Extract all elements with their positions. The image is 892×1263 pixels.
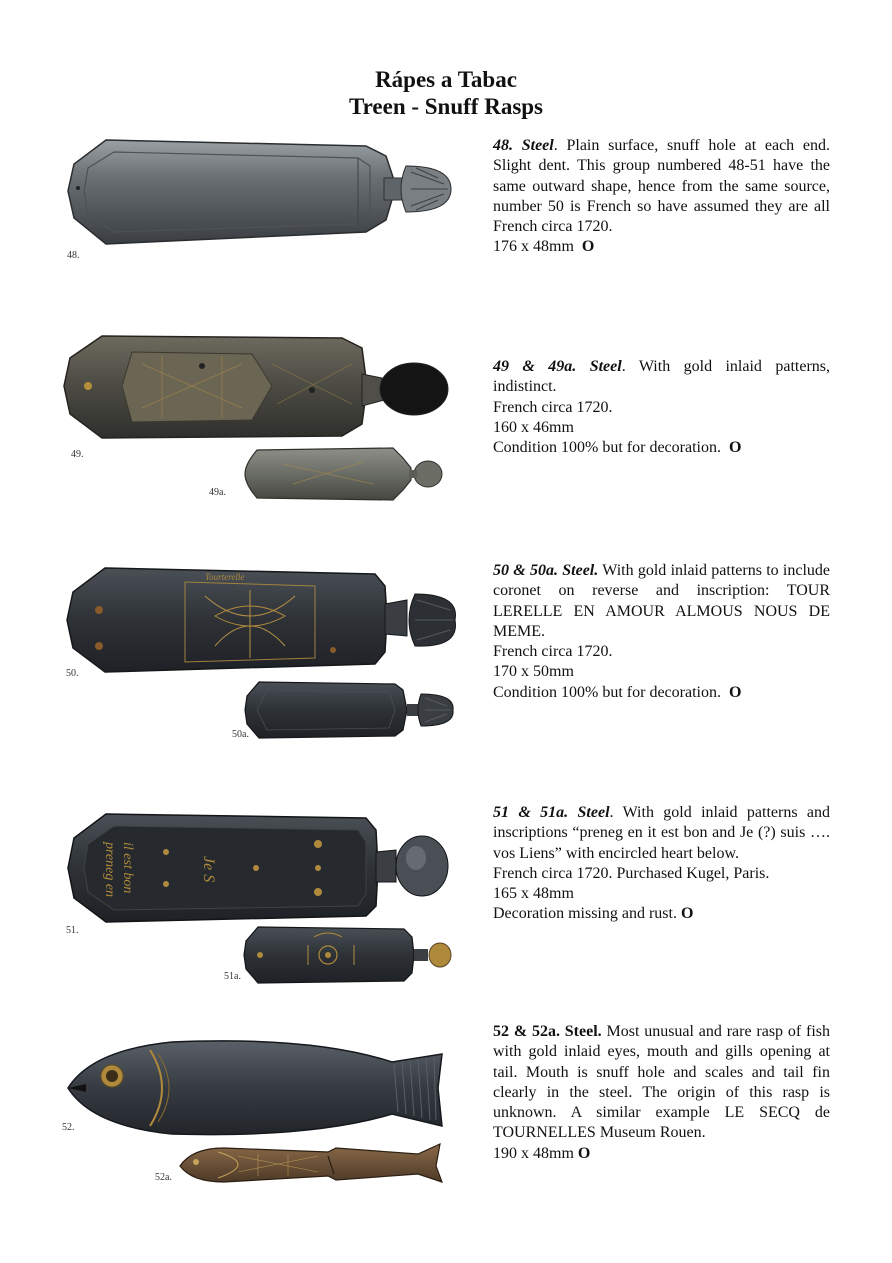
entry-49-condition: Condition 100% but for decoration. <box>493 439 721 457</box>
rasp-49-image <box>62 334 462 454</box>
entry-49-body: With gold inlaid patterns, indistinct. <box>493 358 830 396</box>
rasp-51a-image <box>244 925 454 985</box>
svg-text:Je S: Je S <box>200 856 217 883</box>
entry-50-condition: Condition 100% but for decoration. <box>493 683 721 701</box>
entry-50-text <box>493 561 830 703</box>
figure-label-48: 48. <box>67 250 80 261</box>
rasp-50a-image <box>245 680 455 740</box>
figure-label-52: 52. <box>62 1122 75 1133</box>
figure-label-49: 49. <box>71 449 84 460</box>
entry-51-condition-line <box>493 904 830 924</box>
figure-label-51a: 51a. <box>224 971 241 982</box>
figure-label-50: 50. <box>66 668 79 679</box>
figure-label-49a: 49a. <box>209 487 226 498</box>
entry-48-body: Plain surface, snuff hole at each end. Slight dent. This group numbered 48-51 have the same outward shape, hence from the same source, number 50 is French so have assumed they are all French circa 1720. <box>493 137 831 236</box>
entry-51-origin: French circa 1720. Purchased Kugel, Paris. <box>493 864 770 882</box>
entry-51-text <box>493 803 830 925</box>
entry-50-mark: O <box>728 683 742 701</box>
entry-51-lead: 51 & 51a. Steel <box>493 804 610 821</box>
entry-50-size: 170 x 50mm <box>493 663 574 681</box>
rasp-48-image <box>66 136 451 251</box>
entry-50-lead: 50 & 50a. Steel. <box>493 562 599 579</box>
entry-51-condition: Decoration missing and rust. <box>493 905 677 923</box>
entry-50-condition-line <box>493 683 830 703</box>
page-title <box>0 66 892 120</box>
entry-52-text <box>493 1022 830 1164</box>
entry-48-lead: 48. Steel <box>493 137 554 154</box>
rasp-50-image <box>65 566 460 676</box>
entry-48-size: 176 x 48mm <box>493 238 574 256</box>
figure-label-50a: 50a. <box>232 729 249 740</box>
entry-52-size: 190 x 48mm <box>493 1144 574 1162</box>
entry-52-mark: O <box>577 1144 591 1162</box>
entry-52-lead: 52 & 52a. Steel. <box>493 1023 602 1040</box>
svg-text:preneg en: preneg en <box>102 842 117 898</box>
entry-49-lead: 49 & 49a. Steel <box>493 358 622 375</box>
figure-label-52a: 52a. <box>155 1172 172 1183</box>
entry-49-text <box>493 357 830 458</box>
entry-49-size: 160 x 46mm <box>493 418 574 436</box>
entry-49-lead-punct: . <box>621 358 626 375</box>
figure-label-51: 51. <box>66 925 79 936</box>
entry-52-size-line <box>493 1144 830 1164</box>
entry-48-text <box>493 136 830 258</box>
title-line-2: Treen - Snuff Rasps <box>348 94 544 119</box>
rasp-50-engraving: Tourterelle <box>205 572 245 582</box>
entry-51-lead-punct: . <box>609 804 614 821</box>
entry-48-lead-punct: . <box>553 137 558 154</box>
entry-49-origin: French circa 1720. <box>493 398 613 416</box>
rasp-51-image <box>66 812 456 927</box>
rasp-52a-fish-image <box>178 1142 446 1187</box>
entry-51-body: With gold inlaid patterns and inscriptions “preneg en it est bon and Je (?) suis …. vos Liens” with encircled heart below. <box>493 804 831 862</box>
entry-51-size: 165 x 48mm <box>493 885 574 903</box>
entry-48-size-line <box>493 237 830 257</box>
title-line-1: Rápes a Tabac <box>375 67 517 92</box>
rasp-49a-image <box>243 444 443 504</box>
rasp-52-fish-image <box>62 1032 447 1142</box>
svg-text:il est bon: il est bon <box>120 842 135 894</box>
entry-50-origin: French circa 1720. <box>493 643 613 661</box>
entry-52-body: Most unusual and rare rasp of fish with gold inlaid eyes, mouth and gills opening at tail. Mouth is snuff hole and scales and tail fin clearly in the steel. The origin of this rasp is unknown. A similar example LE SECQ de TOURNELLES Museum Rouen. <box>493 1023 831 1142</box>
entry-51-mark: O <box>680 905 694 923</box>
entry-48-mark: O <box>581 238 595 256</box>
entry-49-condition-line <box>493 438 830 458</box>
entry-49-mark: O <box>728 439 742 457</box>
entry-50-body: With gold inlaid patterns to include coronet on reverse and inscription: TOUR LERELLE EN AMOUR ALMOUS NOUS DE MEME. <box>493 562 831 640</box>
